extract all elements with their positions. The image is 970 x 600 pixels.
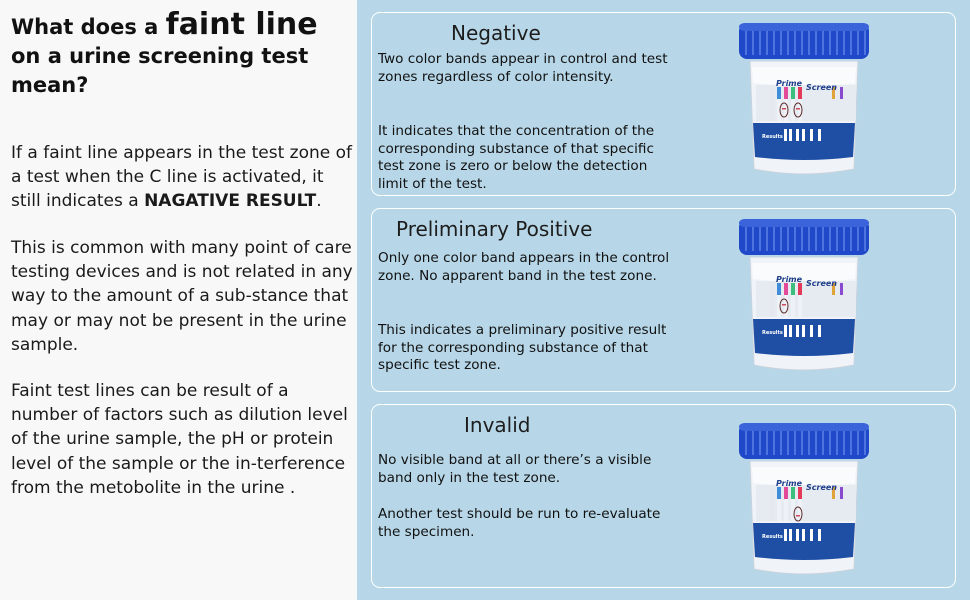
headline: [11, 7, 351, 100]
brand-prime: Prime: [776, 275, 803, 284]
test-cup-invalid: [736, 419, 872, 579]
panel-title-preliminary-positive: Preliminary Positive: [396, 217, 593, 241]
panel-invalid: [371, 404, 956, 588]
brand-prime: Prime: [776, 479, 803, 488]
results-label: Results: [762, 134, 783, 140]
paragraph-faint-line: If a faint line appears in the test zone of a test when the C line is activated, it still indicates a NAGATIVE RESULT.: [11, 143, 353, 212]
panel-preliminary-positive: [371, 208, 956, 392]
brand-screen: Screen: [806, 279, 837, 288]
negative-result-emphasis: NAGATIVE RESULT: [144, 191, 317, 212]
panel-text-preliminary-1: Only one color band appears in the control zone. No apparent band in the test zone.: [378, 250, 670, 284]
panel-text-invalid-1: No visible band at all or there’s a visible band only in the test zone.: [378, 452, 652, 486]
panel-title-negative: Negative: [451, 21, 541, 45]
headline-pre: What does a: [11, 15, 166, 39]
test-cup-image: [736, 19, 872, 179]
test-cup-image: [736, 215, 872, 375]
results-label: Results: [762, 330, 783, 336]
test-cup-negative: [736, 19, 872, 179]
left-text-panel: [0, 0, 357, 600]
test-cup-image: [736, 419, 872, 579]
paragraph-point-of-care: This is common with many point of care testing devices and is not related in any way to the amount of a sub-stance that may or may not be present in the urine sample.: [11, 238, 353, 355]
brand-screen: Screen: [806, 83, 837, 92]
panel-negative: [371, 12, 956, 196]
headline-emphasis: faint line: [165, 7, 318, 42]
brand-screen: Screen: [806, 483, 837, 492]
panel-text-negative-1: Two color bands appear in control and test zones regardless of color intensity.: [378, 51, 668, 85]
paragraph-factors: Faint test lines can be result of a number of factors such as dilution level of the urine sample, the pH or protein level of the sample or the in-terference from the metobolite in the urine .: [11, 381, 348, 498]
headline-post: on a urine screening test mean?: [11, 44, 309, 97]
results-label: Results: [762, 534, 783, 540]
panel-text-preliminary-2: This indicates a preliminary positive result for the corresponding substance of that specific test zone.: [378, 322, 667, 374]
test-cup-preliminary: [736, 215, 872, 375]
panel-text-negative-2: It indicates that the concentration of the corresponding substance of that specific test zone is zero or below the detection limit of the test.: [378, 123, 655, 192]
panel-title-invalid: Invalid: [464, 413, 531, 437]
panel-text-invalid-2: Another test should be run to re-evaluate the specimen.: [378, 506, 661, 540]
brand-prime: Prime: [776, 79, 803, 88]
